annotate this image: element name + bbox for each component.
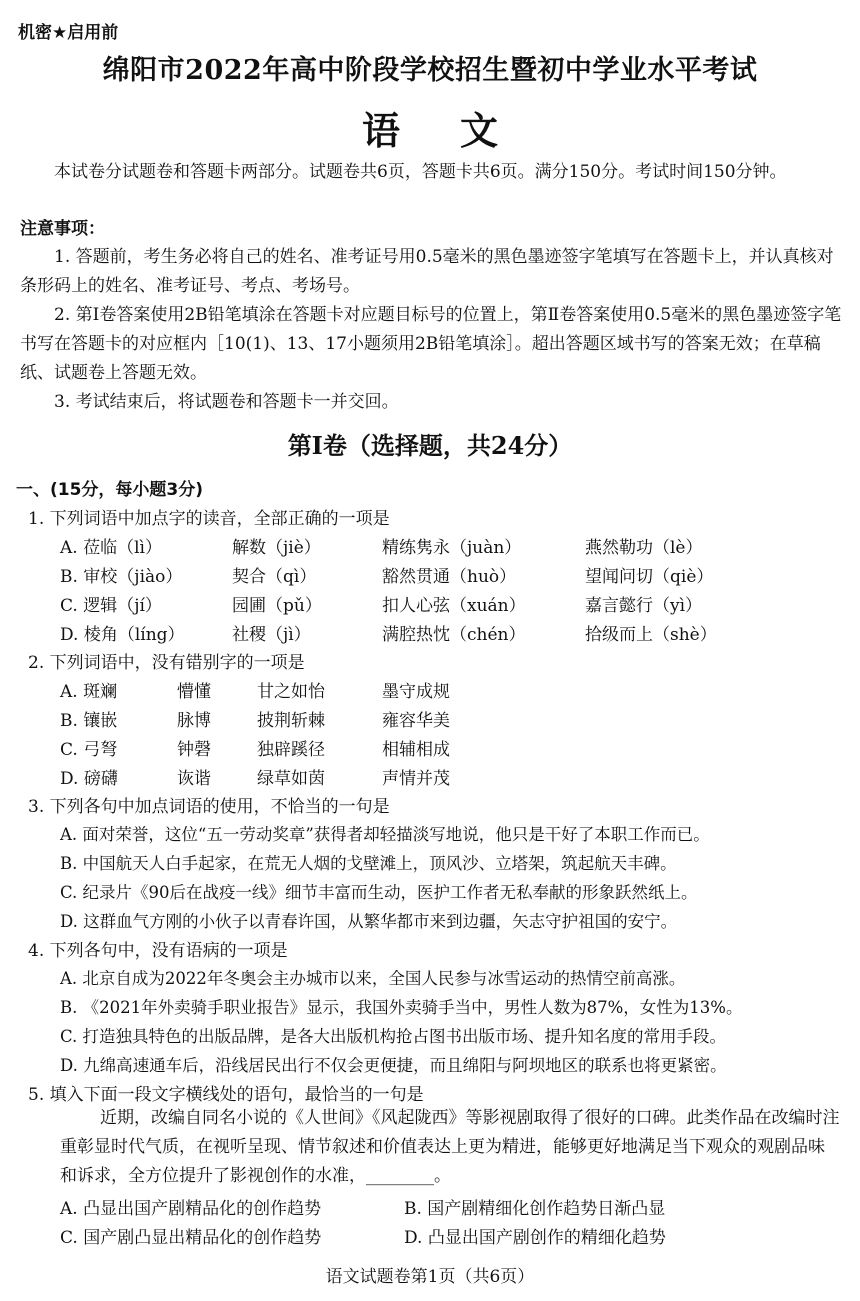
question-3-stem: 3. 下列各句中加点词语的使用，不恰当的一句是	[28, 797, 390, 817]
notice-item: 1. 答题前，考生务必将自己的姓名、准考证号用0.5毫米的黑色墨迹签字笔填写在答题卡上，并认真核对条形码上的姓名、准考证号、考点、考场号。	[20, 247, 834, 296]
q1-cell: B. 审校（jiào）	[60, 567, 183, 587]
q2-cell: 脉博	[177, 711, 211, 731]
q2-cell: B. 镶嵌	[60, 711, 118, 731]
q2-cell: 墨守成规	[382, 682, 450, 702]
q4-option-c: C. 打造独具特色的出版品牌，是各大出版机构抢占图书出版市场、提升知名度的常用手段。	[60, 1027, 727, 1046]
q1-cell: 满腔热忱（chén）	[382, 625, 526, 645]
section-title: 第Ⅰ卷（选择题，共24分）	[287, 431, 573, 460]
q1-cell: 扣人心弦（xuán）	[382, 596, 526, 616]
q2-cell: 披荆斩棘	[257, 711, 325, 731]
subject-title: 语文	[361, 108, 558, 153]
question-2-stem: 2. 下列词语中，没有错别字的一项是	[28, 653, 305, 673]
q1-cell: 燕然勒功（lè）	[585, 538, 703, 558]
confidential-mark: 机密★启用前	[18, 23, 119, 43]
q2-cell: 诙谐	[177, 769, 211, 789]
q3-option-b: B. 中国航天人白手起家，在荒无人烟的戈壁滩上，顶风沙、立塔架，筑起航天丰碑。	[60, 854, 677, 873]
q3-option-a: A. 面对荣誉，这位“五一劳动奖章”获得者却轻描淡写地说，他只是干好了本职工作而已。	[60, 825, 710, 844]
q1-cell: 嘉言懿行（yì）	[585, 596, 703, 616]
q1-cell: 解数（jiè）	[232, 538, 321, 558]
q2-cell: 绿草如茵	[257, 769, 325, 789]
q5-passage: 近期，改编自同名小说的《人世间》《风起陇西》等影视剧取得了很好的口碑。此类作品在改编时注重彰显时代气质，在视听呈现、情节叙述和价值表达上更为精进，能够更好地满足当下观众的观剧品味和诉求，全方位提升了影视创作的水准，________。	[60, 1108, 840, 1186]
q5-option-d: D. 凸显出国产剧创作的精细化趋势	[404, 1228, 666, 1248]
q1-cell: 契合（qì）	[232, 567, 317, 587]
q4-option-a: A. 北京自成为2022年冬奥会主办城市以来，全国人民参与冰雪运动的热情空前高涨。	[60, 969, 686, 988]
question-5-stem: 5. 填入下面一段文字横线处的语句，最恰当的一句是	[28, 1085, 424, 1105]
q2-cell: 甘之如怡	[257, 682, 325, 702]
question-1-stem: 1. 下列词语中加点字的读音，全部正确的一项是	[28, 509, 390, 529]
q5-option-a: A. 凸显出国产剧精品化的创作趋势	[60, 1199, 322, 1219]
notice-item: 2. 第Ⅰ卷答案使用2B铅笔填涂在答题卡对应题目标号的位置上，第Ⅱ卷答案使用0.5毫米的黑色墨迹签字笔书写在答题卡的对应框内［10(1)、13、17小题须用2B铅笔填涂］。超出答题区域书写的答案无效；在草稿纸、试题卷上答题无效。	[20, 305, 842, 383]
part-heading: 一、(15分，每小题3分)	[16, 480, 204, 500]
q3-option-d: D. 这群血气方刚的小伙子以青春许国，从繁华都市来到边疆，矢志守护祖国的安宁。	[60, 912, 678, 931]
q2-cell: D. 磅礴	[60, 769, 118, 789]
q1-cell: 社稷（jì）	[232, 625, 311, 645]
q2-cell: 懵懂	[177, 682, 211, 702]
q4-option-b: B. 《2021年外卖骑手职业报告》显示，我国外卖骑手当中，男性人数为87%，女性为13%。	[60, 998, 743, 1017]
intro-paragraph: 本试卷分试题卷和答题卡两部分。试题卷共6页，答题卡共6页。满分150分。考试时间150分钟。	[54, 162, 787, 182]
q2-cell: 钟磬	[177, 740, 211, 760]
q5-option-c: C. 国产剧凸显出精品化的创作趋势	[60, 1228, 322, 1248]
q2-cell: 独辟蹊径	[257, 740, 325, 760]
q1-cell: 拾级而上（shè）	[585, 625, 717, 645]
q2-cell: 雍容华美	[382, 711, 450, 731]
q1-cell: 精练隽永（juàn）	[382, 538, 522, 558]
q3-option-c: C. 纪录片《90后在战疫一线》细节丰富而生动，医护工作者无私奉献的形象跃然纸上。	[60, 883, 698, 902]
exam-title: 绵阳市2022年高中阶段学校招生暨初中学业水平考试	[102, 55, 758, 86]
q2-cell: 声情并茂	[382, 769, 450, 789]
notice-heading: 注意事项：	[20, 219, 105, 239]
question-4-stem: 4. 下列各句中，没有语病的一项是	[28, 941, 288, 961]
q2-cell: A. 斑斓	[60, 682, 118, 702]
q1-cell: A. 莅临（lì）	[60, 538, 162, 558]
q1-cell: 望闻问切（qiè）	[585, 567, 714, 587]
q2-cell: C. 弓弩	[60, 740, 118, 760]
page-footer: 语文试题卷第1页（共6页）	[325, 1267, 535, 1287]
q1-cell: 园圃（pǔ）	[232, 596, 322, 616]
q1-cell: C. 逻辑（jí）	[60, 596, 162, 616]
q4-option-d: D. 九绵高速通车后，沿线居民出行不仅会更便捷，而且绵阳与阿坝地区的联系也将更紧密。	[60, 1056, 727, 1075]
q2-cell: 相辅相成	[382, 740, 450, 760]
notice-item: 3. 考试结束后，将试题卷和答题卡一并交回。	[54, 392, 399, 412]
q5-option-b: B. 国产剧精细化创作趋势日渐凸显	[404, 1199, 666, 1219]
q1-cell: D. 棱角（líng）	[60, 625, 185, 645]
q1-cell: 豁然贯通（huò）	[382, 567, 517, 587]
